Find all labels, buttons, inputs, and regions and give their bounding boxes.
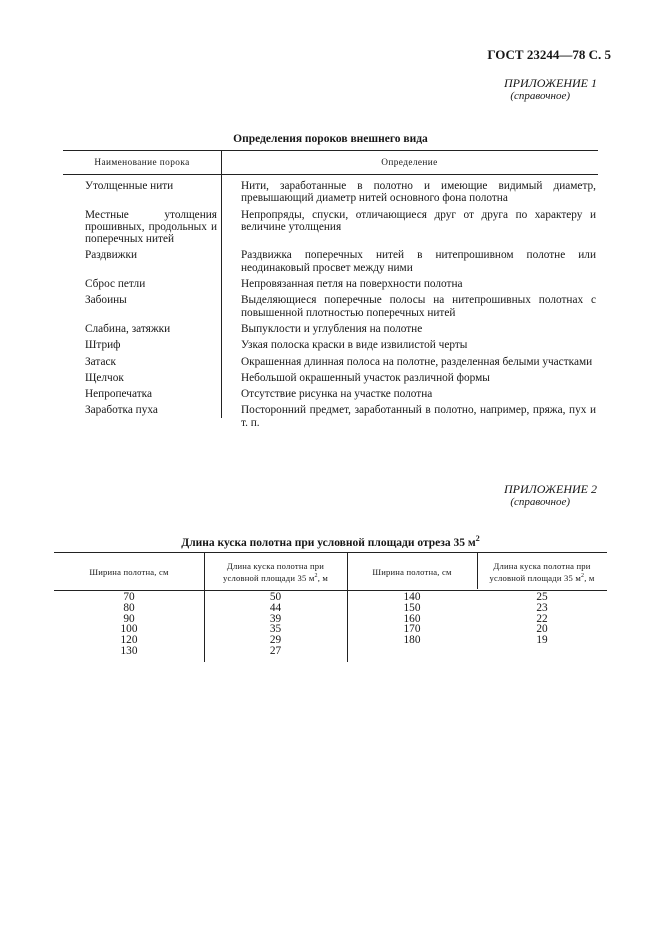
length-cell: 44: [269, 601, 282, 614]
col-header-definition: Определение: [381, 158, 438, 168]
length-cell: 27: [269, 644, 282, 657]
width-cell: 120: [120, 634, 138, 647]
defect-name: Непропечатка: [85, 388, 152, 401]
caption-superscript: 2: [475, 534, 480, 543]
defect-definition: Посторонний предмет, заработанный в полотно, например, пряжа, пух и т. п.: [241, 404, 596, 429]
length-cell: 23: [536, 601, 548, 614]
width-cell: 170: [403, 623, 421, 636]
table-row: [63, 356, 598, 368]
col-header-defect-name: Наименование порока: [94, 158, 190, 168]
defect-definition: Непропряды, спуски, отличающиеся друг от друга по характеру и величине утолщения: [241, 208, 596, 233]
width-cell: 90: [123, 612, 135, 625]
appendix1-caption: Определения пороков внешнего вида: [233, 133, 428, 145]
length-cell: 25: [536, 591, 548, 603]
lengths-right-column: [477, 592, 607, 646]
table-row: [63, 339, 598, 351]
table-row: [63, 388, 598, 400]
length-table-header: [54, 552, 607, 591]
defect-definition: Непровязанная петля на поверхности полотна: [241, 278, 463, 291]
defects-table: [63, 150, 598, 433]
width-cell: 160: [403, 612, 421, 625]
col-header-length-right-text: [489, 561, 594, 583]
length-header-sup: 2: [580, 572, 585, 579]
defect-name: Сброс петли: [85, 278, 146, 291]
length-cell: 19: [536, 634, 548, 647]
length-header-line2: условной площади 35 м: [222, 572, 315, 583]
length-header-line1: Длина куска полотна при: [226, 560, 325, 571]
defect-definition: Небольшой окрашенный участок различной формы: [241, 371, 490, 384]
length-header-unit: , м: [584, 572, 595, 583]
col-header-width-left: Ширина полотна, см: [89, 566, 169, 577]
table-row: [63, 323, 598, 335]
length-cell: 50: [269, 591, 282, 603]
appendix2-caption: [54, 534, 607, 549]
appendix2-caption-text: Длина куска полотна при условной площади отреза 35 м: [181, 536, 476, 549]
table-row: [63, 249, 598, 274]
table-row: [63, 372, 598, 384]
defect-name: Забоины: [85, 294, 127, 307]
width-cell: 80: [123, 601, 135, 614]
col-header-length-left: [204, 553, 347, 590]
defect-name: Раздвижки: [85, 249, 138, 262]
col-header-width-right: Ширина полотна, см: [372, 566, 452, 577]
defect-definition: Раздвижка поперечных нитей в нитепрошивном полотне или неодинаковый просвет между ними: [241, 249, 596, 274]
appendix1-title: ПРИЛОЖЕНИЕ 1: [504, 76, 597, 90]
table-row: [63, 209, 598, 246]
length-cell: 22: [536, 612, 548, 625]
width-cell: 140: [403, 591, 421, 603]
length-header-line2: условной площади 35 м: [489, 572, 581, 583]
length-header-sup: 2: [314, 572, 318, 579]
widths-right-column: [347, 592, 477, 646]
table-row: [63, 278, 598, 290]
length-cell: 20: [536, 623, 548, 636]
defect-definition: Нити, заработанные в полотно и имеющие видимый диаметр, превышающий диаметр нитей основного фона полотна: [241, 180, 596, 205]
page-header: ГОСТ 23244—78 С. 5: [487, 47, 611, 62]
defect-name: Затаск: [85, 355, 116, 368]
defect-definition: Узкая полоска краски в виде извилистой черты: [241, 339, 468, 352]
table-divider: [221, 150, 222, 418]
table-row: [63, 404, 598, 429]
defect-definition: Выделяющиеся поперечные полосы на нитепрошивных полотнах с повышенной плотностью поперечных нитей: [241, 294, 596, 319]
length-header-line1: Длина куска полотна при: [493, 560, 591, 571]
defect-definition: Отсутствие рисунка на участке полотна: [241, 388, 433, 401]
defect-name: Утолщенные нити: [85, 180, 174, 192]
table-row: [63, 294, 598, 319]
defect-definition: Окрашенная длинная полоса на полотне, разделенная белыми участками: [241, 355, 593, 368]
defect-name: Слабина, затяжки: [85, 322, 171, 335]
col-header-length-right: [477, 553, 607, 590]
defect-name: Заработка пуха: [85, 404, 158, 417]
width-cell: 100: [120, 623, 138, 636]
lengths-left-column: [204, 592, 347, 657]
width-cell: 150: [403, 601, 421, 614]
widths-left-column: [54, 592, 204, 657]
col-header-length-left-text: [223, 561, 328, 583]
length-header-unit: , м: [317, 572, 329, 583]
table-row: [63, 180, 598, 205]
defect-definition: Выпуклости и углубления на полотне: [241, 322, 423, 335]
length-table: [54, 552, 607, 662]
appendix2-subtitle: (справочное): [510, 496, 570, 508]
width-cell: 180: [403, 634, 421, 647]
length-cell: 29: [269, 634, 282, 647]
defect-name: Местные утолщения прошивных, продольных и поперечных нитей: [85, 208, 217, 246]
defects-table-body: [63, 175, 598, 429]
length-cell: 39: [269, 612, 282, 625]
width-cell: 70: [123, 591, 135, 603]
defect-name: Щелчок: [85, 371, 124, 384]
column-divider: [477, 552, 478, 589]
appendix2-title: ПРИЛОЖЕНИЕ 2: [504, 482, 597, 496]
appendix1-subtitle: (справочное): [510, 90, 570, 102]
defect-name: Штриф: [85, 339, 121, 352]
width-cell: 130: [120, 644, 138, 657]
defects-table-header: [63, 150, 598, 175]
length-cell: 35: [269, 623, 282, 636]
